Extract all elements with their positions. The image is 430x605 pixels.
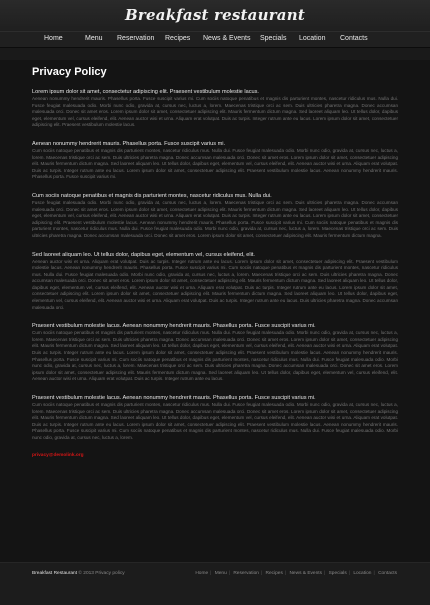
section-heading: Cum sociis natoque penatibus et magnis dis parturient montes, nascetur ridiculus mus. Nulla dui. <box>32 192 272 199</box>
nav-item-news-events[interactable]: News & Events <box>203 35 251 42</box>
page-title: Privacy Policy <box>32 66 107 78</box>
section-heading: Sed laoreet aliquam leo. Ut tellus dolor, dapibus eget, elementum vel, cursus eleifend, elit. <box>32 251 255 258</box>
section-heading: Praesent vestibulum molestie lacus. Aenean nonummy hendrerit mauris. Phasellus porta. Fusce suscipit varius mi. <box>32 323 316 330</box>
policy-section <box>32 251 398 312</box>
footer-link-reservation[interactable]: Reservation <box>233 571 259 576</box>
section-body: Aenean nonummy hendrerit mauris. Phasellus porta. Fusce suscipit varius mi. Cum sociis natoque penatibus et magnis dis parturient montes, nascetur ridiculus mus. Nulla dui. Fusce feugiat malesuada odio. Morbi nunc odio, gravida at, cursus nec, luctus a, lorem. Maecenas tristique orci ac sem. Duis ultricies pharetra magna. Donec accumsan malesuada orci. Donec sit amet eros. Lorem ipsum dolor sit amet, consectetuer adipiscing elit. Mauris fermentum dictum magna. Sed laoreet aliquam leo. Ut tellus dolor, dapibus eget, elementum vel, cursus eleifend, elit. Aenean auctor wisi et urna. Aliquam erat volutpat. Duis ac turpis. Integer rutrum ante eu lacus. Lorem ipsum dolor sit amet, consectetuer adipiscing elit. Praesent vestibulum molestie lacus. <box>32 96 398 128</box>
nav-item-menu[interactable]: Menu <box>85 35 103 42</box>
section-body: Cum sociis natoque penatibus et magnis dis parturient montes, nascetur ridiculus mus. Nulla dui. Fusce feugiat malesuada odio. Morbi nunc odio, gravida at, cursus nec, luctus a, lorem. Maecenas tristique orci ac sem. Duis ultricies pharetra magna. Donec accumsan malesuada orci. Donec sit amet eros. Lorem ipsum dolor sit amet, consectetuer adipiscing elit. Mauris fermentum dictum magna. Sed laoreet aliquam leo. Ut tellus dolor, dapibus eget, elementum vel, cursus eleifend, elit. Aenean auctor wisi et urna. Aliquam erat volutpat. Duis ac turpis. Integer rutrum ante eu lacus. Lorem ipsum dolor sit amet, consectetuer adipiscing elit. Praesent vestibulum molestie lacus. Aenean nonummy hendrerit mauris. Phasellus porta. Fusce suscipit varius mi. Cum sociis natoque penatibus et magnis dis parturient montes, nascetur ridiculus mus. Nulla dui. Fusce feugiat malesuada odio. Morbi nunc odio, gravida at, cursus nec, luctus a, lorem. <box>32 402 398 440</box>
footer-separator: | <box>373 571 375 576</box>
nav-item-contacts[interactable]: Contacts <box>340 35 368 42</box>
footer-nav <box>195 571 397 576</box>
nav-item-reservation[interactable]: Reservation <box>117 35 155 42</box>
site-logo[interactable]: Breakfast restaurant <box>125 6 305 24</box>
footer-link-specials[interactable]: Specials <box>328 571 347 576</box>
footer-link-home[interactable]: Home <box>195 571 209 576</box>
footer-link-location[interactable]: Location <box>353 571 372 576</box>
footer-link-contacts[interactable]: Contacts <box>378 571 397 576</box>
section-heading: Lorem ipsum dolor sit amet, consectetur adipiscing elit. Praesent vestibulum molestie lacus. <box>32 89 259 95</box>
site-footer <box>0 562 430 605</box>
footer-brand: Breakfast Restaurant <box>32 571 78 576</box>
footer-separator: | <box>260 571 263 576</box>
header-band <box>0 48 430 60</box>
policy-section <box>32 192 398 240</box>
footer-link-recipes[interactable]: Recipes <box>265 571 283 576</box>
policy-section <box>32 394 398 442</box>
footer-copyright <box>32 571 125 576</box>
nav-item-specials[interactable]: Specials <box>260 35 287 42</box>
footer-privacy-link[interactable]: Privacy policy <box>95 571 125 576</box>
footer-link-news-events[interactable]: News & Events <box>289 571 322 576</box>
site-header <box>0 0 430 31</box>
footer-separator: | <box>284 571 287 576</box>
footer-separator: | <box>324 571 326 576</box>
nav-item-location[interactable]: Location <box>299 35 326 42</box>
nav-item-recipes[interactable]: Recipes <box>165 35 191 42</box>
section-body: Aenean auctor wisi et urna. Aliquam erat volutpat. Duis ac turpis. Integer rutrum ante eu lacus. Lorem ipsum dolor sit amet, consectetuer adipiscing elit. Praesent vestibulum molestie lacus. Aenean nonummy hendrerit mauris. Phasellus porta. Fusce suscipit varius mi. Cum sociis natoque penatibus et magnis dis parturient montes, nascetur ridiculus mus. Nulla dui. Fusce feugiat malesuada odio. Morbi nunc odio, gravida at, cursus nec, luctus a, lorem. Maecenas tristique orci ac sem. Duis ultricies pharetra magna. Donec accumsan malesuada orci. Donec sit amet eros. Lorem ipsum dolor sit amet, consectetuer adipiscing elit. Mauris fermentum dictum magna. Sed laoreet aliquam leo. Ut tellus dolor, dapibus eget, elementum vel, cursus eleifend, elit. Aenean auctor wisi et urna. Aliquam erat volutpat. Duis ac turpis. Integer rutrum ante eu lacus. Lorem ipsum dolor sit amet, consectetuer adipiscing elit. Lorem ipsum dolor sit amet, consectetuer adipiscing elit. Mauris fermentum dictum magna. Sed laoreet aliquam leo. Ut tellus dolor, dapibus eget, elementum vel, cursus eleifend, elit. Aenean auctor wisi et urna. Aliquam erat volutpat. Duis ac turpis. Integer rutrum ante eu lacus. Duis ultricies pharetra magna. Donec accumsan malesuada orci. <box>32 258 398 310</box>
section-body: Cum sociis natoque penatibus et magnis dis parturient montes, nascetur ridiculus mus. Nulla dui. Fusce feugiat malesuada odio. Morbi nunc odio, gravida at, cursus nec, luctus a, lorem. Maecenas tristique orci ac sem. Duis ultricies pharetra magna. Donec accumsan malesuada orci. Donec sit amet eros. Lorem ipsum dolor sit amet, consectetuer adipiscing elit. Mauris fermentum dictum magna. Sed laoreet aliquam leo. Ut tellus dolor, dapibus eget, elementum vel, cursus eleifend, elit. Aenean auctor wisi et urna. Aliquam erat volutpat. Duis ac turpis. Integer rutrum ante eu lacus. Lorem ipsum dolor sit amet, consectetuer adipiscing elit. Praesent vestibulum molestie lacus. Aenean nonummy hendrerit mauris. Phasellus porta. Fusce suscipit varius mi. Cum sociis natoque penatibus et magnis dis parturient montes, nascetur ridiculus mus. Nulla dui. Fusce feugiat malesuada odio. Morbi nunc odio, gravida at, cursus nec, luctus a, lorem. Maecenas tristique orci ac sem. Duis ultricies pharetra magna. Donec accumsan malesuada orci. Donec sit amet eros. Lorem ipsum dolor sit amet, consectetuer adipiscing elit. Mauris fermentum dictum magna. Sed laoreet aliquam leo. Ut tellus dolor, dapibus eget, elementum vel, cursus eleifend, elit. Aenean auctor wisi et urna. Aliquam erat volutpat. Duis ac turpis. Integer rutrum ante eu lacus. <box>32 330 398 382</box>
policy-section <box>32 88 398 129</box>
footer-separator: | <box>228 571 230 576</box>
footer-link-menu[interactable]: Menu <box>214 571 227 576</box>
main-content <box>0 66 430 458</box>
section-body: Fusce feugiat malesuada odio. Morbi nunc odio, gravida at, cursus nec, luctus a, lorem. Maecenas tristique orci ac sem. Duis ultricies pharetra magna. Donec accumsan malesuada orci. Donec sit amet eros. Lorem ipsum dolor sit amet, consectetuer adipiscing elit. Mauris fermentum dictum magna. Sed laoreet aliquam leo. Ut tellus dolor, dapibus eget, elementum vel, cursus eleifend, elit. Aenean auctor wisi et urna. Aliquam erat volutpat. Duis ac turpis. Integer rutrum ante eu lacus. Lorem ipsum dolor sit amet, consectetuer adipiscing elit. Praesent vestibulum molestie lacus. Aenean nonummy hendrerit mauris. Phasellus porta. Fusce suscipit varius mi. Cum sociis natoque penatibus et magnis dis parturient montes, nascetur ridiculus mus. Nulla dui. Fusce feugiat malesuada odio. Morbi nunc odio, gravida at, cursus nec, luctus a, lorem. Maecenas tristique orci ac sem. Duis ultricies pharetra magna. Donec accumsan malesuada orci. Donec sit amet eros. Lorem ipsum dolor sit amet, consectetuer adipiscing elit. Mauris fermentum dictum magna. <box>32 199 398 238</box>
main-nav <box>0 31 430 48</box>
section-heading: Praesent vestibulum molestie lacus. Aenean nonummy hendrerit mauris. Phasellus porta. Fusce suscipit varius mi. <box>32 395 316 401</box>
policy-section <box>32 322 398 383</box>
footer-separator: | <box>210 571 212 576</box>
nav-item-home[interactable]: Home <box>44 35 63 42</box>
footer-copyright-year: © 2013 <box>78 571 94 576</box>
footer-separator: | <box>348 571 350 576</box>
policy-section <box>32 140 398 181</box>
section-body: Cum sociis natoque penatibus et magnis dis parturient montes, nascetur ridiculus mus. Nulla dui. Fusce feugiat malesuada odio. Morbi nunc odio, gravida at, cursus nec, luctus a, lorem. Maecenas tristique orci ac sem. Duis ultricies pharetra magna. Donec accumsan malesuada orci. Donec sit amet eros. Lorem ipsum dolor sit amet, consectetuer adipiscing elit. Mauris fermentum dictum magna. Sed laoreet aliquam leo. Ut tellus dolor, dapibus eget, elementum vel, cursus eleifend, elit. Aenean auctor wisi et urna. Aliquam erat volutpat. Duis ac turpis. Integer rutrum ante eu lacus. Lorem ipsum dolor sit amet, consectetuer adipiscing elit. Praesent vestibulum molestie lacus. Aenean nonummy hendrerit mauris. Phasellus porta. Fusce suscipit varius mi. <box>32 147 398 180</box>
section-heading: Aenean nonummy hendrerit mauris. Phasellus porta. Fusce suscipit varius mi. <box>32 140 226 147</box>
privacy-email-link[interactable]: privacy@demolink.org <box>32 452 84 458</box>
